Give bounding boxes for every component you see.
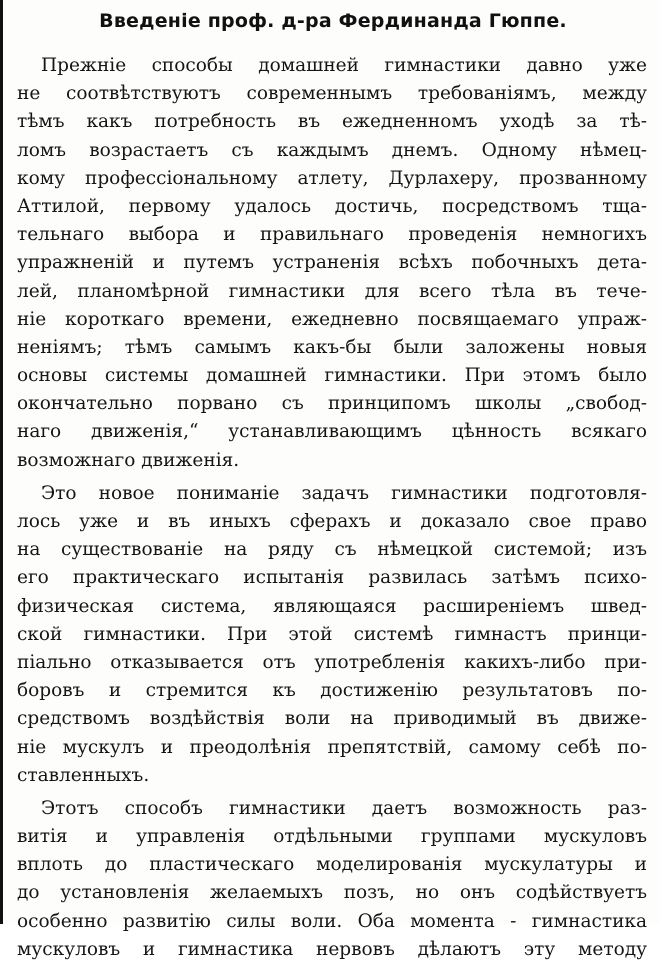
text-line: піально отказывается отъ употребленія какихъ-либо при-	[17, 651, 647, 673]
text-line: Прежніе способы домашней гимнастики давно уже	[41, 55, 647, 76]
text-line: лось уже и въ иныхъ сферахъ и доказало свое право	[17, 511, 647, 532]
text-line: его практическаго испытанія развилась затѣмъ психо-	[17, 567, 647, 589]
text-line: средствомъ воздѣйствія воли на приводимый въ движе-	[17, 708, 647, 730]
text-line: витія и управленія отдѣльными группами мускуловъ	[17, 826, 647, 848]
text-line: ставленныхъ.	[17, 764, 150, 786]
text-line: особенно развитію силы воли. Оба момента - гимнастика	[17, 910, 647, 932]
page-title: Введеніе проф. д-ра Фердинанда Гюппе.	[99, 10, 567, 32]
text-line: боровъ и стремится къ достиженію результатовъ по-	[17, 680, 647, 702]
text-line: ніе мускулъ и преодолѣнія препятствій, самому себѣ по-	[17, 736, 647, 758]
text-line: ломъ возрастаетъ съ каждымъ днемъ. Одному нѣмец-	[17, 139, 647, 161]
text-line: упражненій и путемъ устраненія всѣхъ побочныхъ дета-	[17, 252, 647, 274]
text-line: тѣмъ какъ потребность въ ежедненномъ уходѣ за тѣ-	[17, 111, 647, 133]
text-line: основы системы домашней гимнастики. При этомъ было	[17, 365, 647, 387]
text-line: кому профессіональному атлету, Дурлахеру, прозванному	[17, 167, 647, 189]
text-line: не соотвѣтствуютъ современнымъ требованіямъ, между	[17, 83, 647, 105]
text-line: на существованіе на ряду съ нѣмецкой системой; изъ	[17, 539, 647, 561]
text-line: Аттилой, первому удалось достичь, посредствомъ тща-	[17, 195, 647, 217]
text-line: Это новое пониманіе задачъ гимнастики подготовля-	[41, 482, 647, 504]
text-line: ской гимнастики. При этой системѣ гимнастъ принци-	[17, 623, 647, 645]
text-line: окончательно порвано съ принципомъ школы „свобод-	[17, 393, 647, 415]
text-line: мускуловъ и гимнастика нервовъ дѣлаютъ эту методу	[17, 938, 647, 960]
text-line: лей, планомѣрной гимнастики для всего тѣла въ тече-	[17, 280, 647, 302]
paragraph-3	[17, 795, 647, 964]
text-line: Этотъ способъ гимнастики даетъ возможность раз-	[41, 797, 647, 819]
text-line: до установленія желаемыхъ позъ, но онъ содѣйствуетъ	[17, 882, 647, 904]
text-line: вплоть до пластическаго моделированія мускулатуры и	[17, 854, 647, 876]
text-line: наго движенія,“ устанавливающимъ цѣнность всякаго	[17, 421, 647, 443]
body-text	[17, 52, 647, 964]
paragraph-2	[17, 480, 647, 790]
text-line: физическая система, являющаяся расширеніемъ швед-	[17, 595, 647, 617]
paragraph-1	[17, 52, 647, 475]
text-line: тельнаго выбора и правильнаго проведенія немногихъ	[17, 224, 647, 246]
text-line: возможнаго движенія.	[17, 449, 240, 471]
text-line: неніямъ; тѣмъ самымъ какъ-бы были заложены новыя	[17, 336, 647, 358]
text-line: ніе короткаго времени, ежедневно посвящаемаго упраж-	[17, 308, 647, 330]
